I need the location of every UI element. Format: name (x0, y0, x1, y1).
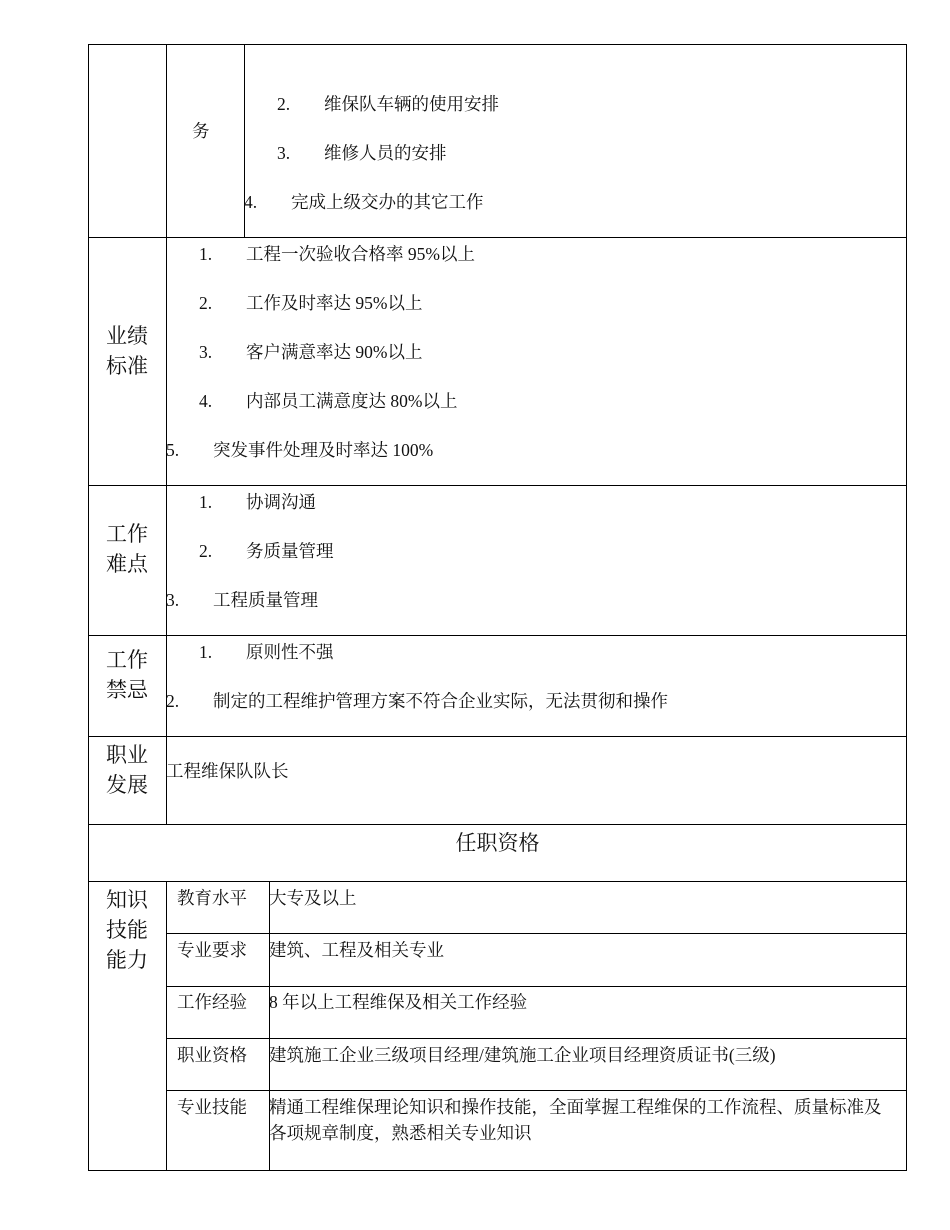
performance-label-line1: 业绩 (106, 324, 148, 348)
qual-group-label-line2: 技能 (106, 918, 148, 942)
list-number: 2. (166, 691, 180, 711)
list-item: 内部员工满意度达 80%以上 (246, 391, 458, 411)
qual-group-label-line1: 知识 (106, 888, 148, 912)
qual-key: 职业资格 (177, 1045, 247, 1065)
list-number: 1. (199, 244, 213, 264)
table-border-top (88, 44, 907, 45)
list-number: 3. (277, 143, 291, 163)
list-number: 1. (199, 492, 213, 512)
qualifications-title: 任职资格 (455, 831, 540, 855)
qual-value: 建筑施工企业三级项目经理/建筑施工企业项目经理资质证书(三级) (269, 1045, 776, 1065)
row-divider (88, 881, 907, 882)
qual-value: 大专及以上 (269, 888, 357, 908)
row-divider (166, 933, 907, 934)
list-item: 维保队车辆的使用安排 (324, 94, 499, 114)
list-number: 4. (244, 192, 258, 212)
difficulties-label-line2: 难点 (106, 552, 148, 576)
career-label-line2: 发展 (106, 773, 148, 797)
qual-key: 专业技能 (177, 1097, 247, 1117)
difficulties-label-line1: 工作 (106, 522, 148, 546)
row-divider (88, 237, 907, 238)
row-divider (166, 986, 907, 987)
list-item: 客户满意率达 90%以上 (246, 342, 423, 362)
qual-group-label-line3: 能力 (106, 948, 148, 972)
row-divider (88, 635, 907, 636)
list-number: 5. (166, 440, 180, 460)
qual-key: 专业要求 (177, 940, 247, 960)
row-divider (88, 485, 907, 486)
list-item: 完成上级交办的其它工作 (291, 192, 484, 212)
qual-label-divider (166, 881, 167, 1171)
row-divider (88, 736, 907, 737)
list-number: 2. (199, 293, 213, 313)
qual-value: 8 年以上工程维保及相关工作经验 (269, 992, 528, 1012)
list-number: 2. (199, 541, 213, 561)
duties-label: 务 (192, 121, 210, 141)
qual-key: 教育水平 (177, 888, 247, 908)
performance-label-line2: 标准 (106, 354, 148, 378)
taboos-label-line2: 禁忌 (106, 678, 148, 702)
career-value: 工程维保队队长 (166, 761, 289, 781)
taboos-label-line1: 工作 (106, 648, 148, 672)
list-number: 1. (199, 642, 213, 662)
list-number: 4. (199, 391, 213, 411)
table-border-left (88, 44, 89, 1171)
list-item: 工程一次验收合格率 95%以上 (246, 244, 475, 264)
qual-key: 工作经验 (177, 992, 247, 1012)
list-number: 3. (166, 590, 180, 610)
list-item: 务质量管理 (246, 541, 334, 561)
list-number: 2. (277, 94, 291, 114)
list-item: 原则性不强 (246, 642, 334, 662)
qual-value: 建筑、工程及相关专业 (269, 940, 444, 960)
row-divider (88, 824, 907, 825)
list-item: 协调沟通 (246, 492, 316, 512)
row-divider (166, 1038, 907, 1039)
row-divider (166, 1090, 907, 1091)
table-border-bottom (88, 1170, 907, 1171)
list-item: 制定的工程维护管理方案不符合企业实际，无法贯彻和操作 (213, 691, 668, 711)
career-label-line1: 职业 (106, 743, 148, 767)
qual-value: 精通工程维保理论知识和操作技能，全面掌握工程维保的工作流程、质量标准及各项规章制度，熟悉相关专业知识 (269, 1097, 882, 1143)
list-item: 维修人员的安排 (324, 143, 447, 163)
table-border-right (906, 44, 907, 1171)
list-number: 3. (199, 342, 213, 362)
list-item: 工作及时率达 95%以上 (246, 293, 423, 313)
list-item: 突发事件处理及时率达 100% (213, 440, 434, 460)
list-item: 工程质量管理 (213, 590, 318, 610)
